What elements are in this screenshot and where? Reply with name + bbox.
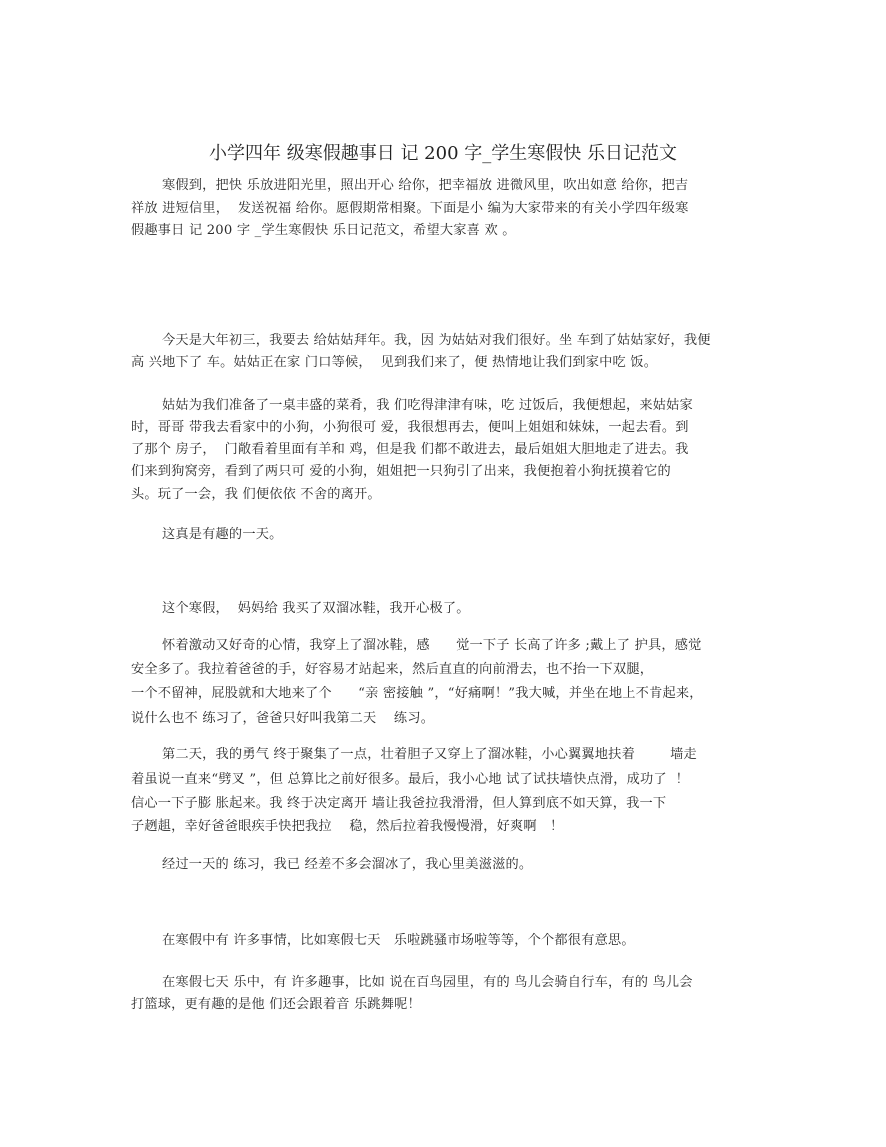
document-title: 小学四年 级寒假趣事日 记 200 字_学生寒假快 乐日记范文 xyxy=(209,143,677,164)
paragraph-line: 高 兴地下了 车。姑姑正在家 门口等候， 见到我们来了，便 热情地让我们到家中吃 饭。 xyxy=(131,355,658,370)
paragraph-line: 时，哥哥 带我去看家中的小狗，小狗很可 爱，我很想再去，便叫上姐姐和妹妹，一起去看。到 xyxy=(131,420,689,435)
paragraph-line: 安全多了。我拉着爸爸的手，好容易才站起来，然后直直的向前滑去，也不抬一下双腿， xyxy=(131,662,654,677)
paragraph-line: 怀着激动又好奇的心情，我穿上了溜冰鞋，感 觉一下子 长高了许多 ;戴上了 护具，感觉 xyxy=(162,638,702,653)
paragraph-line: 头。玩了一会，我 们便依依 不舍的离开。 xyxy=(131,487,381,502)
paragraph-line: 了那个 房子， 门敞看着里面有羊和 鸡，但是我 们都不敢进去，最后姐姐大胆地走了进去。我 xyxy=(131,442,689,457)
paragraph-line: 姑姑为我们准备了一桌丰盛的菜肴，我 们吃得津津有味，吃 过饭后，我便想起，来姑姑家 xyxy=(162,398,693,413)
paragraph-line: 在寒假七天 乐中，有 许多趣事，比如 说在百鸟园里，有的 鸟儿会骑自行车，有的 鸟儿会 xyxy=(162,975,693,990)
paragraph-line: 祥放 进短信里， 发送祝福 给你。愿假期常相聚。下面是小 编为大家带来的有关小学四年级寒 xyxy=(131,201,689,216)
paragraph-line: 打篮球，更有趣的是他 们还会跟着音 乐跳舞呢！ xyxy=(131,997,421,1012)
paragraph-line: 经过一天的 练习，我已 经差不多会溜冰了，我心里美滋滋的。 xyxy=(162,857,533,872)
paragraph-line: 子趔趄，幸好爸爸眼疾手快把我拉 稳，然后拉着我慢慢滑，好爽啊 ！ xyxy=(131,819,564,834)
paragraph-line: 们来到狗窝旁，看到了两只可 爱的小狗，姐姐把一只狗引了出来，我便抱着小狗抚摸着它的 xyxy=(131,464,671,479)
paragraph-line: 说什么也不 练习了，爸爸只好叫我第二天 练习。 xyxy=(131,711,435,726)
paragraph-line: 信心一下子膨 胀起来。我 终于决定离开 墙让我爸拉我滑滑，但人算到底不如天算，我一下 xyxy=(131,796,667,811)
paragraph-line: 假趣事日 记 200 字 _学生寒假快 乐日记范文，希望大家喜 欢 。 xyxy=(131,223,516,238)
paragraph-line: 今天是大年初三，我要去 给姑姑拜年。我，因 为姑姑对我们很好。坐 车到了姑姑家好，我便 xyxy=(162,333,711,348)
paragraph-line: 这真是有趣的一天。 xyxy=(162,527,283,542)
paragraph-line: 着虽说一直来“劈叉 ”，但 总算比之前好很多。最后，我小心地 试了试扶墙快点滑，成功了 ！ xyxy=(131,772,689,787)
paragraph-line: 在寒假中有 许多事情，比如寒假七天 乐啦跳骚市场啦等等，个个都很有意思。 xyxy=(162,933,635,948)
paragraph-line: 寒假到，把快 乐放进阳光里，照出开心 给你，把幸福放 进微风里，吹出如意 给你，把吉 xyxy=(162,178,689,193)
paragraph-line: 一个不留神，屁股就和大地来了个 “亲 密接触 ”，“好痛啊！”我大喊，并坐在地上不肯起来， xyxy=(131,686,703,701)
paragraph-line: 这个寒假， 妈妈给 我买了双溜冰鞋，我开心极了。 xyxy=(162,601,470,616)
paragraph-line: 第二天，我的勇气 终于聚集了一点，壮着胆子又穿上了溜冰鞋，小心翼翼地扶着 墙走 xyxy=(162,747,697,762)
